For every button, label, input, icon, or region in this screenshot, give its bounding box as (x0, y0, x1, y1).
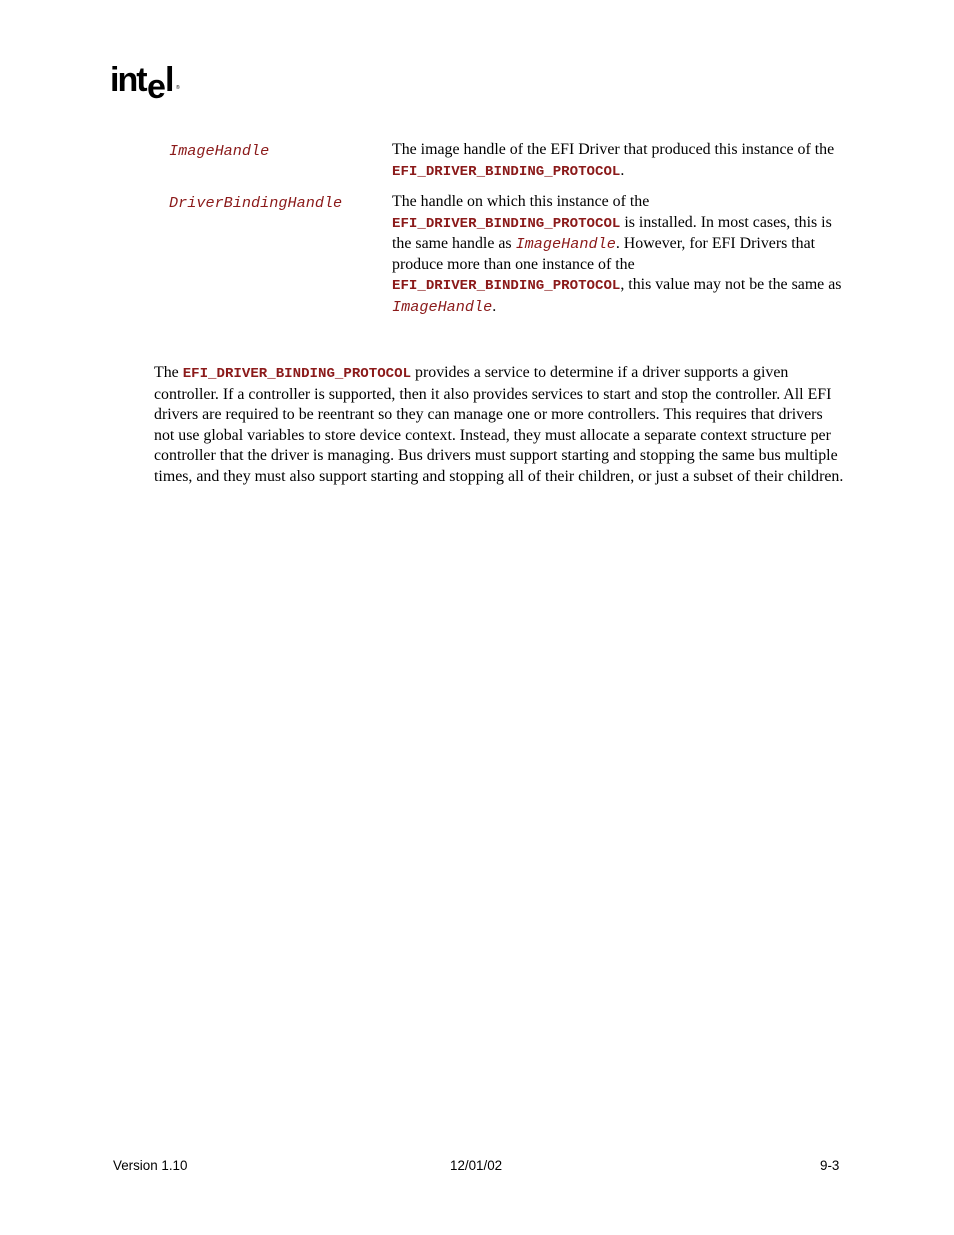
protocol-name: EFI_DRIVER_BINDING_PROTOCOL (392, 215, 621, 232)
protocol-name: EFI_DRIVER_BINDING_PROTOCOL (392, 278, 621, 295)
description-paragraph: The EFI_DRIVER_BINDING_PROTOCOL provides a service to determine if a driver supports a given controller. If a controller is supported, then it also provides services to start and stop the controller. All EFI drivers are required to be reentrant so they can manage one or more controllers. This requires that drivers not use global variables to store device context. Instead, they must allocate a separate context structure per controller that the driver is managing. Bus drivers must support starting and stopping the same bus multiple times, and they must also support starting and stopping all of their children, or just a subset of their children. (154, 364, 844, 485)
field-term-driverbindinghandle: DriverBindingHandle (169, 194, 343, 212)
footer-date: 12/01/02 (450, 1158, 503, 1173)
param-ref: ImageHandle (515, 235, 616, 254)
field-desc-driverbindinghandle: The handle on which this instance of the EFI_DRIVER_BINDING_PROTOCOL is installed. In most cases, this is the same handle as ImageHandle. However, for EFI Drivers that produce more than one instance of the EFI_DRIVER_BINDING_PROTOCOL, this value may not be the same as ImageHandle. (392, 193, 842, 316)
field-desc-imagehandle: The image handle of the EFI Driver that produced this instance of the EFI_DRIVER_BINDING_PROTOCOL. (392, 141, 835, 180)
footer-page-number: 9-3 (820, 1158, 840, 1173)
protocol-name: EFI_DRIVER_BINDING_PROTOCOL (392, 163, 621, 180)
intel-logo-e: e (147, 68, 164, 102)
field-term-imagehandle: ImageHandle (169, 142, 270, 160)
registered-mark: ® (176, 85, 180, 91)
param-ref: ImageHandle (392, 297, 493, 316)
intel-logo-l: l (165, 61, 175, 99)
intel-logo (110, 58, 184, 102)
protocol-name: EFI_DRIVER_BINDING_PROTOCOL (182, 366, 412, 382)
intel-logo-wordmark: int (110, 61, 146, 99)
footer-version: Version 1.10 (113, 1158, 188, 1173)
